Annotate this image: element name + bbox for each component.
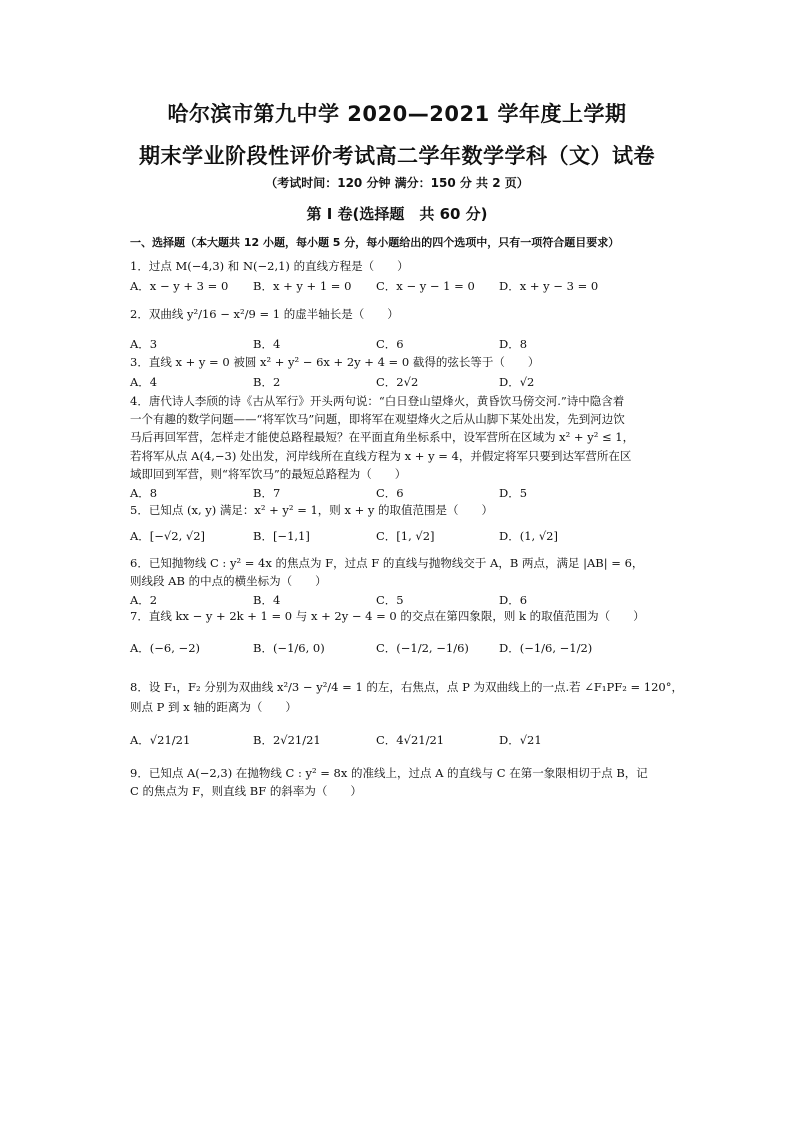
option-c: C．4√21/21 xyxy=(376,733,445,747)
option-c: C．2√2 xyxy=(376,375,419,389)
option-d: D．√2 xyxy=(499,375,535,389)
exam-title-school: 哈尔滨市第九中学 2020—2021 学年度上学期 xyxy=(167,102,627,126)
option-a: A．2 xyxy=(130,593,158,607)
option-b: B．4 xyxy=(253,337,281,351)
option-c: C．6 xyxy=(376,486,404,500)
question-6-options xyxy=(130,592,690,608)
question-9-line-2: C 的焦点为 F，则直线 BF 的斜率为（ ） xyxy=(130,784,362,798)
question-9-line-1: 9．已知点 A(−2,3) 在抛物线 C : y² = 8x 的准线上，过点 A 的直线与 C 在第一象限相切于点 B，记 xyxy=(130,766,648,780)
question-4-line-2: 一个有趣的数学问题——“将军饮马”问题，即将军在观望烽火之后从山脚下某处出发，先到河边饮 xyxy=(130,412,625,426)
question-8-line-1: 8．设 F₁，F₂ 分别为双曲线 x²/3 − y²/4 = 1 的左，右焦点，点 P 为双曲线上的一点.若 ∠F₁PF₂ = 120°， xyxy=(130,680,683,694)
option-a: A．3 xyxy=(130,337,158,351)
question-4-line-4: 若将军从点 A(4,−3) 处出发，河岸线所在直线方程为 x + y = 4，并假定将军只要到达军营所在区 xyxy=(130,449,632,463)
question-8-line-2: 则点 P 到 x 轴的距离为（ ） xyxy=(130,700,297,714)
option-a: A．√21/21 xyxy=(130,733,191,747)
option-d: D．(1, √2] xyxy=(499,529,558,543)
option-b: B．7 xyxy=(253,486,281,500)
option-b: B．x + y + 1 = 0 xyxy=(253,279,352,293)
option-a: A．(−6, −2) xyxy=(130,641,200,655)
option-c: C．5 xyxy=(376,593,404,607)
question-1-options xyxy=(130,278,690,294)
question-4-line-1: 4．唐代诗人李颀的诗《古从军行》开头两句说：“白日登山望烽火，黄昏饮马傍交河.”诗中隐含着 xyxy=(130,394,625,408)
option-b: B．[−1,1] xyxy=(253,529,310,543)
question-4-options xyxy=(130,485,690,501)
option-c: C．(−1/2, −1/6) xyxy=(376,641,469,655)
question-3-options xyxy=(130,374,690,390)
section-heading: 一、选择题（本大题共 12 小题，每小题 5 分，每小题给出的四个选项中，只有一项符合题目要求） xyxy=(130,236,620,249)
option-d: D．(−1/6, −1/2) xyxy=(499,641,593,655)
question-7-options xyxy=(130,640,690,656)
option-a: A．[−√2, √2] xyxy=(130,529,206,543)
option-b: B．2√21/21 xyxy=(253,733,321,747)
exam-title-subject: 期末学业阶段性评价考试高二学年数学学科（文）试卷 xyxy=(139,144,655,168)
option-a: A．4 xyxy=(130,375,158,389)
part-heading: 第 Ⅰ 卷(选择题 共 60 分) xyxy=(306,205,488,223)
question-6-line-2: 则线段 AB 的中点的横坐标为（ ） xyxy=(130,574,327,588)
question-3-stem: 3．直线 x + y = 0 被圆 x² + y² − 6x + 2y + 4 = 0 截得的弦长等于（ ） xyxy=(130,355,540,369)
question-8-options xyxy=(130,732,690,748)
option-d: D．6 xyxy=(499,593,528,607)
option-c: C．[1, √2] xyxy=(376,529,435,543)
option-a: A．8 xyxy=(130,486,158,500)
option-d: D．√21 xyxy=(499,733,542,747)
question-6-line-1: 6．已知抛物线 C : y² = 4x 的焦点为 F，过点 F 的直线与抛物线交于 A，B 两点，满足 |AB| = 6， xyxy=(130,556,644,570)
option-b: B．2 xyxy=(253,375,281,389)
option-c: C．x − y − 1 = 0 xyxy=(376,279,475,293)
option-c: C．6 xyxy=(376,337,404,351)
question-4-line-3: 马后再回军营，怎样走才能使总路程最短？在平面直角坐标系中，设军营所在区域为 x² + y² ≤ 1， xyxy=(130,430,635,444)
option-d: D．8 xyxy=(499,337,528,351)
question-2-stem: 2．双曲线 y²/16 − x²/9 = 1 的虚半轴长是（ ） xyxy=(130,307,399,321)
question-4-line-5: 域即回到军营，则“将军饮马”的最短总路程为（ ） xyxy=(130,467,407,481)
option-a: A．x − y + 3 = 0 xyxy=(130,279,229,293)
option-d: D．5 xyxy=(499,486,528,500)
question-5-options xyxy=(130,528,690,544)
option-b: B．(−1/6, 0) xyxy=(253,641,325,655)
exam-info: （考试时间：120 分钟 满分：150 分 共 2 页） xyxy=(265,176,529,190)
option-d: D．x + y − 3 = 0 xyxy=(499,279,599,293)
question-5-stem: 5．已知点 (x, y) 满足：x² + y² = 1，则 x + y 的取值范围是（ ） xyxy=(130,503,494,517)
question-7-stem: 7．直线 kx − y + 2k + 1 = 0 与 x + 2y − 4 = 0 的交点在第四象限，则 k 的取值范围为（ ） xyxy=(130,609,645,623)
option-b: B．4 xyxy=(253,593,281,607)
question-1-stem: 1．过点 M(−4,3) 和 N(−2,1) 的直线方程是（ ） xyxy=(130,259,409,273)
question-2-options xyxy=(130,336,690,352)
